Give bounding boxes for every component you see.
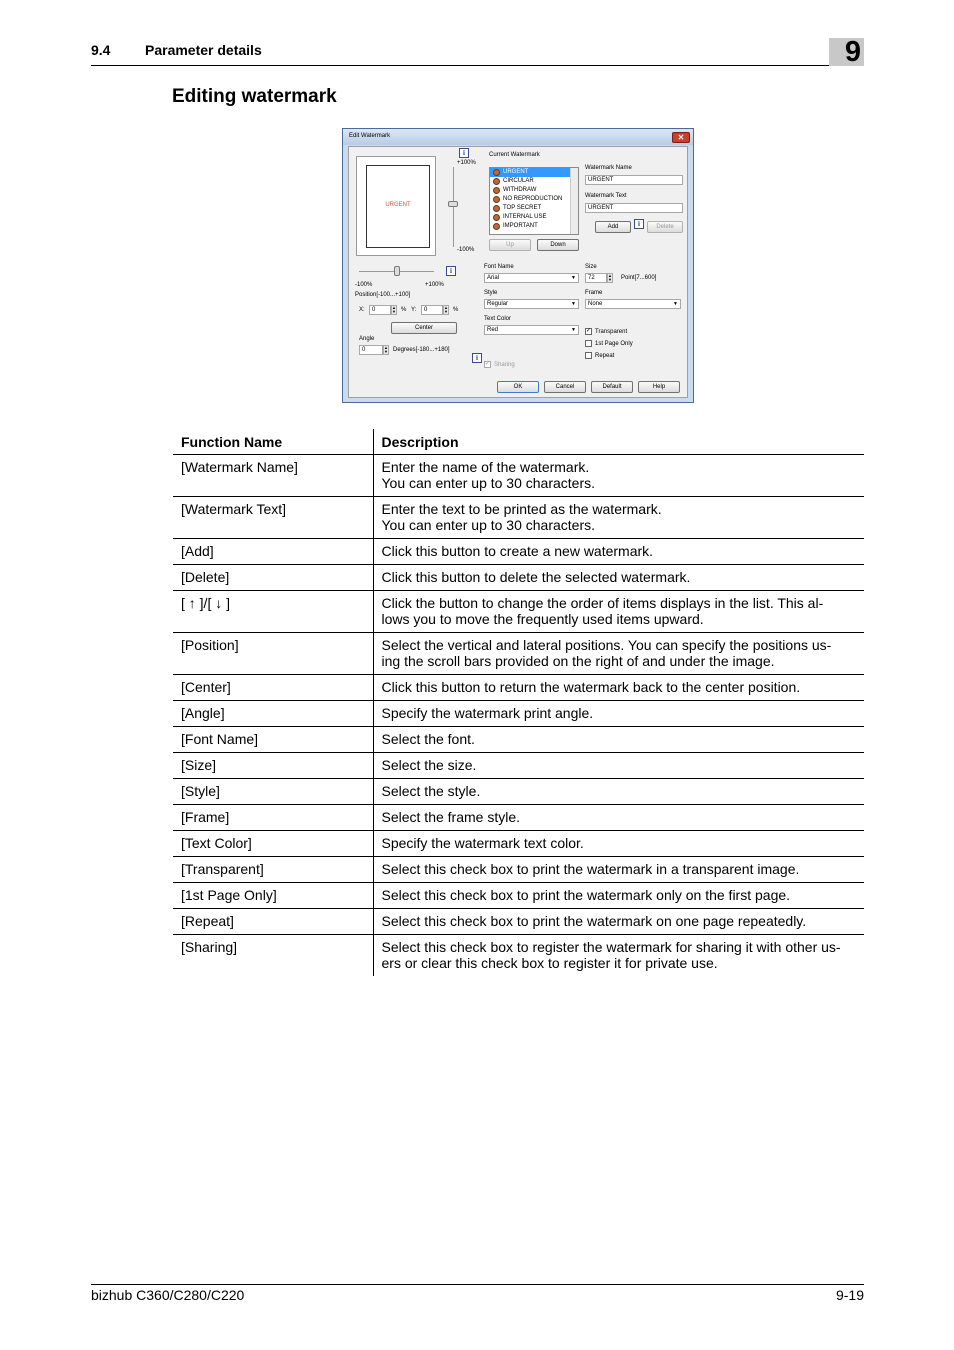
x-label: X:: [359, 307, 365, 313]
center-button[interactable]: Center: [391, 322, 457, 334]
first-page-only-label: 1st Page Only: [595, 341, 633, 347]
watermark-text-label: Watermark Text: [585, 193, 627, 199]
chevron-down-icon: ▼: [571, 301, 576, 307]
function-name-cell: [Style]: [173, 779, 373, 805]
description-cell: [373, 565, 864, 591]
table-row: [173, 727, 864, 753]
angle-spin-button[interactable]: ▲ ▼: [384, 345, 388, 354]
watermark-icon: [493, 187, 500, 194]
description-line: Click this button to return the watermark back to the center position.: [381, 679, 801, 695]
column-header: Description: [381, 434, 459, 450]
footer-divider: [91, 1284, 864, 1285]
description-line: Click this button to delete the selected watermark.: [381, 569, 691, 585]
table-row: [173, 779, 864, 805]
description-line: Select the vertical and lateral positions. You can specify the positions us-: [381, 637, 832, 653]
watermark-icon: [493, 205, 500, 212]
watermark-text-field[interactable]: URGENT: [585, 203, 683, 213]
x-percent-label: %: [401, 307, 407, 313]
angle-field[interactable]: 0: [359, 345, 383, 355]
description-cell: [373, 701, 864, 727]
function-name-cell: [Size]: [173, 753, 373, 779]
vertical-min-label: -100%: [457, 247, 475, 253]
watermark-icon: [493, 169, 500, 176]
table-row: [173, 883, 864, 909]
list-item[interactable]: [490, 195, 578, 204]
description-line: Select the font.: [381, 731, 475, 747]
x-spin-button[interactable]: ▲ ▼: [392, 305, 396, 314]
description-cell: [373, 857, 864, 883]
description-line: ers or clear this check box to register it for private use.: [381, 955, 718, 971]
description-cell: [373, 753, 864, 779]
chevron-down-icon: ▼: [673, 301, 678, 307]
description-line: Enter the name of the watermark.: [381, 459, 590, 475]
function-name-cell: [Repeat]: [173, 909, 373, 935]
description-line: Specify the watermark text color.: [381, 835, 584, 851]
description-cell: [373, 539, 864, 565]
description-cell: [373, 591, 864, 633]
description-line: lows you to move the frequently used items upward.: [381, 611, 704, 627]
page-title: Editing watermark: [172, 86, 337, 107]
list-item-label: INTERNAL USE: [503, 214, 547, 220]
function-name-cell: [Add]: [173, 539, 373, 565]
list-item[interactable]: [490, 168, 578, 177]
function-name-cell: [Angle]: [173, 701, 373, 727]
y-position-field[interactable]: 0: [421, 305, 443, 315]
y-label: Y:: [411, 307, 417, 313]
description-line: Specify the watermark print angle.: [381, 705, 594, 721]
cancel-button[interactable]: Cancel: [544, 381, 586, 393]
description-line: Click this button to create a new watermark.: [381, 543, 654, 559]
table-row: [173, 633, 864, 675]
table-row: [173, 539, 864, 565]
table-row: [173, 753, 864, 779]
description-line: You can enter up to 30 characters.: [381, 475, 596, 491]
list-item-label: URGENT: [503, 169, 529, 175]
watermark-name-field[interactable]: URGENT: [585, 175, 683, 185]
function-name-cell: [Sharing]: [173, 935, 373, 977]
frame-value: None: [588, 301, 603, 307]
function-name-cell: [Transparent]: [173, 857, 373, 883]
function-name-cell: [1st Page Only]: [173, 883, 373, 909]
description-cell: [373, 497, 864, 539]
font-name-select[interactable]: [484, 273, 579, 283]
column-header: Function Name: [173, 429, 373, 455]
x-position-field[interactable]: 0: [369, 305, 391, 315]
description-cell: [373, 727, 864, 753]
watermark-icon: [493, 196, 500, 203]
description-cell: [373, 935, 864, 977]
info-icon[interactable]: i: [459, 148, 469, 158]
description-line: Select this check box to print the watermark only on the first page.: [381, 887, 791, 903]
table-row: [173, 565, 864, 591]
description-line: Enter the text to be printed as the watermark.: [381, 501, 662, 517]
size-field[interactable]: 72: [585, 273, 607, 283]
size-label: Size: [585, 264, 597, 270]
chapter-number: 9: [844, 36, 861, 68]
function-name-cell: [Watermark Name]: [173, 455, 373, 497]
description-cell: [373, 675, 864, 701]
frame-select[interactable]: [585, 299, 681, 309]
list-item[interactable]: [490, 222, 578, 231]
style-value: Regular: [487, 301, 509, 307]
dialog-titlebar: [343, 129, 693, 145]
watermark-list[interactable]: [489, 167, 579, 235]
description-cell: [373, 455, 864, 497]
help-button[interactable]: Help: [638, 381, 680, 393]
section-title: Parameter details: [145, 42, 262, 58]
repeat-label: Repeat: [595, 353, 615, 359]
style-label: Style: [484, 290, 498, 296]
default-button[interactable]: Default: [591, 381, 633, 393]
preview-watermark-text: URGENT: [385, 202, 411, 208]
vertical-position-slider[interactable]: [453, 167, 454, 247]
function-name-cell: [Font Name]: [173, 727, 373, 753]
function-name-cell: [Frame]: [173, 805, 373, 831]
dialog-body: [348, 146, 688, 398]
description-line: Select this check box to register the watermark for sharing it with other us-: [381, 939, 841, 955]
edit-watermark-dialog: [342, 128, 694, 403]
chevron-down-icon: ▼: [571, 275, 576, 281]
table-row: [173, 675, 864, 701]
chevron-down-icon: ▼: [571, 327, 576, 333]
description-line: Select the style.: [381, 783, 481, 799]
list-item[interactable]: [490, 177, 578, 186]
watermark-name-label: Watermark Name: [585, 165, 632, 171]
repeat-checkbox[interactable]: [585, 352, 592, 359]
description-cell: [373, 909, 864, 935]
vertical-slider-thumb[interactable]: [448, 201, 458, 207]
list-item[interactable]: [490, 213, 578, 222]
position-label: Position[-100...+100]: [355, 292, 411, 298]
sharing-label: Sharing: [494, 362, 515, 368]
watermark-icon: [493, 178, 500, 185]
size-spin-button[interactable]: ▲ ▼: [608, 273, 612, 282]
description-line: Select the size.: [381, 757, 477, 773]
description-cell: [373, 883, 864, 909]
function-name-cell: [Delete]: [173, 565, 373, 591]
description-line: You can enter up to 30 characters.: [381, 517, 596, 533]
style-select[interactable]: [484, 299, 579, 309]
text-color-value: Red: [487, 327, 499, 333]
function-name-cell: [Position]: [173, 633, 373, 675]
table-row: [173, 935, 864, 977]
list-item-label: WITHDRAW: [503, 187, 537, 193]
horizontal-min-label: -100%: [355, 282, 373, 288]
horizontal-slider-thumb[interactable]: [394, 266, 400, 276]
list-item-label: NO REPRODUCTION: [503, 196, 563, 202]
horizontal-max-label: +100%: [425, 282, 444, 288]
add-button[interactable]: Add: [595, 221, 631, 233]
table-header-row: [173, 429, 864, 455]
description-cell: [373, 633, 864, 675]
transparent-checkbox[interactable]: ✓: [586, 328, 592, 334]
y-percent-label: %: [453, 307, 459, 313]
footer-product: bizhub C360/C280/C220: [91, 1287, 245, 1303]
font-name-value: Arial: [487, 275, 500, 281]
description-line: Click the button to change the order of items displays in the list. This al-: [381, 595, 824, 611]
watermark-preview: [356, 156, 436, 256]
page-number: 9-19: [835, 1287, 864, 1303]
y-spin-button[interactable]: ▲ ▼: [444, 305, 448, 314]
table-row: [173, 701, 864, 727]
info-icon[interactable]: i: [446, 266, 456, 276]
delete-button[interactable]: Delete: [647, 221, 683, 233]
table-row: [173, 831, 864, 857]
list-item-label: CIRCULAR: [503, 178, 534, 184]
angle-label: Angle: [359, 336, 375, 342]
description-cell: [373, 805, 864, 831]
list-item-label: TOP SECRET: [503, 205, 542, 211]
close-icon[interactable]: ✕: [672, 132, 690, 143]
down-button[interactable]: Down: [537, 239, 579, 251]
description-cell: [373, 831, 864, 857]
dialog-title: Edit Watermark: [349, 133, 391, 139]
watermark-icon: [493, 223, 500, 230]
list-item-label: IMPORTANT: [503, 223, 538, 229]
description-line: ing the scroll bars provided on the right of and under the image.: [381, 653, 775, 669]
list-scrollbar[interactable]: [570, 168, 578, 234]
angle-range-label: Degrees[-180...+180]: [393, 347, 450, 353]
header-divider: [91, 65, 864, 66]
section-number: 9.4: [91, 42, 111, 58]
size-range-label: Point[7...600]: [621, 275, 657, 281]
table-row: [173, 857, 864, 883]
table-row: [173, 805, 864, 831]
table-row: [173, 591, 864, 633]
frame-label: Frame: [585, 290, 603, 296]
table-row: [173, 455, 864, 497]
sharing-checkbox[interactable]: ✓: [485, 361, 491, 367]
watermark-icon: [493, 214, 500, 221]
up-button[interactable]: Up: [489, 239, 531, 251]
function-name-cell: [Watermark Text]: [173, 497, 373, 539]
function-name-cell: [ ↑ ]/[ ↓ ]: [173, 591, 373, 633]
list-item[interactable]: [490, 186, 578, 195]
table-row: [173, 909, 864, 935]
info-icon[interactable]: i: [472, 353, 482, 363]
text-color-label: Text Color: [484, 316, 512, 322]
list-item[interactable]: [490, 204, 578, 213]
table-body: [173, 455, 864, 977]
ok-button[interactable]: OK: [497, 381, 539, 393]
font-name-label: Font Name: [484, 264, 514, 270]
function-name-cell: [Text Color]: [173, 831, 373, 857]
description-cell: [373, 779, 864, 805]
text-color-select[interactable]: [484, 325, 579, 335]
table-row: [173, 497, 864, 539]
current-watermark-label: Current Watermark: [489, 152, 540, 158]
info-icon[interactable]: i: [634, 219, 644, 229]
transparent-label: Transparent: [595, 329, 628, 335]
function-table: [173, 429, 864, 976]
description-line: Select the frame style.: [381, 809, 521, 825]
description-line: Select this check box to print the watermark on one page repeatedly.: [381, 913, 807, 929]
first-page-only-checkbox[interactable]: [585, 340, 592, 347]
description-line: Select this check box to print the watermark in a transparent image.: [381, 861, 800, 877]
function-name-cell: [Center]: [173, 675, 373, 701]
preview-page: [366, 165, 430, 248]
vertical-max-label: +100%: [457, 160, 476, 166]
